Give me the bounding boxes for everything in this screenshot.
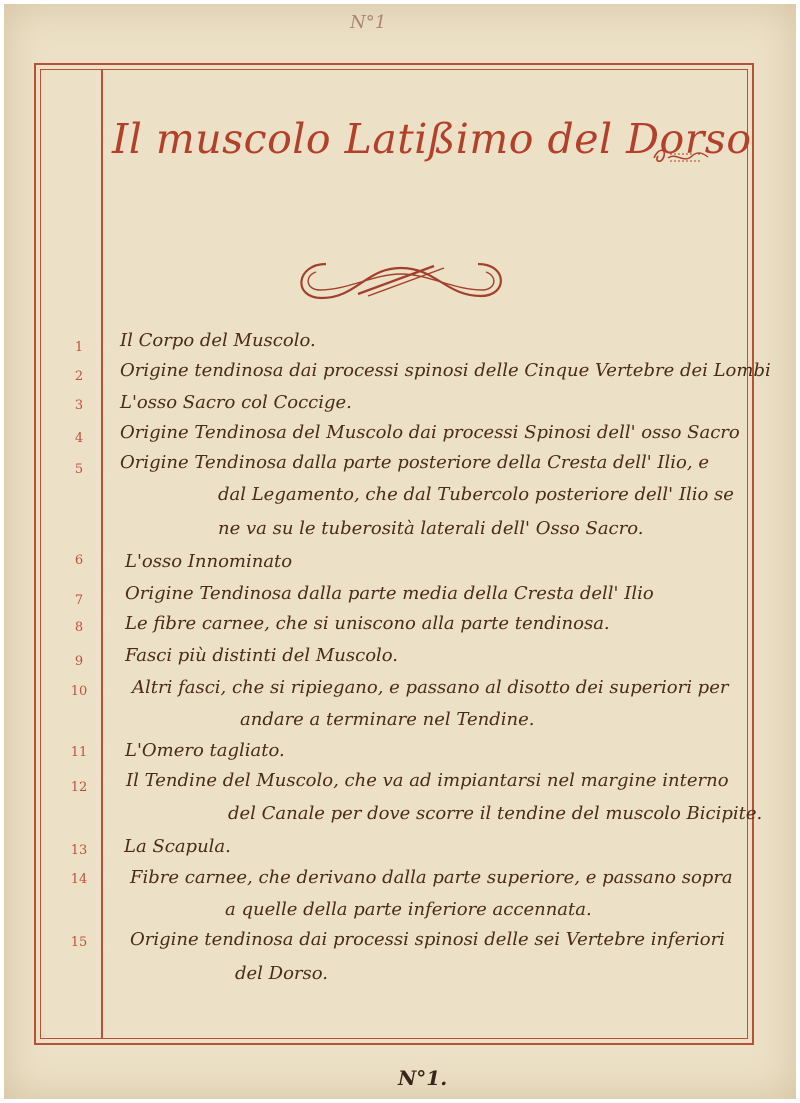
entry-text-continuation: andare a terminare nel Tendine. [240, 709, 535, 730]
entry-number: 6 [74, 553, 84, 568]
entry-text: Origine Tendinosa dalla parte media della Cresta dell' Ilio [125, 583, 654, 604]
entry-number: 5 [74, 462, 84, 477]
entry-text: Fibre carnee, che derivano dalla parte superiore, e passano sopra [130, 867, 733, 888]
calligraphic-ornament-icon [286, 252, 516, 310]
entry-text: Origine tendinosa dai processi spinosi delle Cinque Vertebre dei Lombi [120, 360, 771, 381]
entry-number: 7 [74, 593, 84, 608]
page-title: Il muscolo Latißimo del Dorso [112, 115, 752, 163]
entry-number: 11 [70, 745, 88, 760]
entry-text-continuation: dal Legamento, che dal Tubercolo posteriore dell' Ilio se [218, 484, 734, 505]
entry-text: Altri fasci, che si ripiegano, e passano al disotto dei superiori per [132, 677, 729, 698]
scroll-flourish-icon [650, 144, 712, 170]
entry-text: Fasci più distinti del Muscolo. [125, 645, 399, 666]
entry-text: Le fibre carnee, che si uniscono alla parte tendinosa. [125, 613, 610, 634]
entry-text: L'Omero tagliato. [125, 740, 285, 761]
entry-text: Il Tendine del Muscolo, che va ad impiantarsi nel margine interno [126, 770, 729, 791]
entry-number: 2 [74, 369, 84, 384]
entry-text: Il Corpo del Muscolo. [120, 330, 316, 351]
entry-number: 15 [70, 935, 88, 950]
entry-text-continuation: del Canale per dove scorre il tendine del muscolo Bicipite. [228, 803, 763, 824]
entry-text: L'osso Sacro col Coccige. [120, 392, 352, 413]
entry-text: Origine Tendinosa del Muscolo dai processi Spinosi dell' osso Sacro [120, 422, 740, 443]
entry-text-continuation: a quelle della parte inferiore accennata. [225, 899, 592, 920]
entry-number: 9 [74, 654, 84, 669]
entry-number: 14 [70, 872, 88, 887]
margin-rule [101, 69, 103, 1039]
entry-text: Origine Tendinosa dalla parte posteriore della Cresta dell' Ilio, e [120, 452, 709, 473]
entry-text-continuation: del Dorso. [235, 963, 329, 984]
folio-mark: N°1 [350, 12, 387, 33]
entry-text: La Scapula. [124, 836, 231, 857]
entry-text-continuation: ne va su le tuberosità laterali dell' Osso Sacro. [218, 518, 644, 539]
entry-text: L'osso Innominato [125, 551, 293, 572]
entry-number: 10 [70, 684, 88, 699]
entry-number: 12 [70, 780, 88, 795]
entry-number: 1 [74, 340, 84, 355]
entry-number: 4 [74, 431, 84, 446]
plate-number-mark: N°1. [398, 1066, 448, 1090]
entry-text: Origine tendinosa dai processi spinosi delle sei Vertebre inferiori [130, 929, 725, 950]
entry-number: 8 [74, 620, 84, 635]
entry-number: 13 [70, 843, 88, 858]
entry-number: 3 [74, 398, 84, 413]
